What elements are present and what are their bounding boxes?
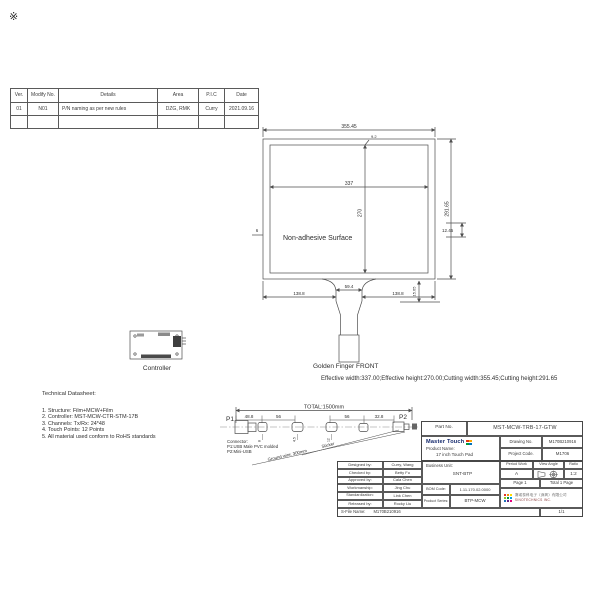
bom-code-label: BOM Code: [422, 484, 450, 495]
bead-dim: 4.5 [292, 437, 297, 442]
controller-component [158, 333, 170, 337]
golden-finger-label: Golden Finger FRONT [313, 363, 379, 370]
signature-value: Curry, Wang [383, 461, 422, 469]
bom-code-value: 1.11.170.02.0000 [450, 484, 500, 495]
sticker-label: Sticker [321, 440, 335, 449]
golden-finger-outline [339, 335, 359, 362]
cable-seg3: 56 [344, 414, 350, 419]
revision-header: Ver. [11, 89, 28, 103]
page-value: Page 1 [500, 479, 540, 488]
product-name-value: 17 inch Touch Pad [436, 451, 473, 457]
cable-seg1: 48.8 [244, 414, 254, 419]
project-code-label: Project Code. [500, 448, 542, 461]
sensor-drawing [252, 124, 558, 382]
period-work-label: Period Work [500, 461, 533, 469]
sfile-value: M170B210916 [373, 509, 401, 515]
part-no-label: Part No. [421, 421, 467, 436]
project-code-value: M1706 [542, 448, 583, 461]
dim-top-border: 9.2 [371, 134, 377, 139]
signature-value: Cala Chen [383, 477, 422, 485]
total-page-value: Total 1 Page [540, 479, 583, 488]
cable-seg4: 32.8 [374, 414, 384, 419]
signature-label: Released by: [337, 500, 383, 508]
signature-value: Betty Fu [383, 469, 422, 477]
connector-note-1: Connector: [227, 439, 249, 444]
company-name-en: SINOTECHNICS INC. [514, 497, 552, 502]
connector-note-2: P1:USB Male PVC molded [227, 444, 279, 449]
revision-cell: DZG, RMK [158, 103, 199, 116]
revision-header: Area [158, 89, 199, 103]
controller-label: Controller [142, 365, 172, 372]
tail-right [362, 279, 376, 301]
technical-datasheet [42, 391, 156, 440]
connector-note-3: P2:Mini-USB [227, 449, 252, 454]
bead-dim: 12 [326, 438, 331, 442]
revision-header: Modify No. [28, 89, 59, 103]
period-work-value: A [500, 469, 533, 479]
drawing-no-label: Drawing No. [500, 436, 542, 448]
company-logo-icon [504, 494, 512, 502]
product-series-value: BTP-MCW [450, 495, 500, 508]
revision-cell: 2021.09.16 [225, 103, 259, 116]
revision-header-row [11, 89, 259, 103]
signature-label: Designed by: [337, 461, 383, 469]
datasheet-item: 1. Structure: Film+MCW+Film [42, 408, 113, 414]
dim-right-border: 12.45 [442, 228, 454, 233]
svg-text:※: ※ [9, 11, 19, 23]
revision-header: P.I.C [199, 89, 225, 103]
sfile-row [337, 508, 540, 517]
revision-cell: Curry [199, 103, 225, 116]
dim-eff-width: 337 [344, 181, 354, 187]
revision-cell: 01 [11, 103, 28, 116]
cable-seg2: 56 [275, 414, 282, 419]
cutting-outline [263, 139, 435, 279]
business-unit-label: Business Unit: [426, 462, 453, 468]
product-name-label: Product Name: [426, 445, 455, 451]
dim-cut-width: 355.45 [341, 124, 357, 130]
signature-value: Jing Chu [383, 484, 422, 492]
revision-cell: N01 [28, 103, 59, 116]
controller-fpc-connector [141, 355, 171, 359]
dim-left-border: 6 [255, 228, 259, 233]
datasheet-item: 5. All material used conform to RoHS standards [42, 433, 156, 440]
dim-tail-width: 59.4 [344, 284, 354, 289]
master-touch-logo-text: Master Touch [426, 438, 465, 445]
dim-bottom-right: 138.8 [392, 291, 404, 296]
third-angle-projection-icon [537, 470, 561, 479]
revision-cell: P/N naming as per new rules [59, 103, 158, 116]
signature-value: Rocky Liu [383, 500, 422, 508]
revision-empty-row [11, 116, 259, 129]
cable-total-label: TOTAL:1500mm [303, 404, 345, 411]
view-angle-label: View Angle [533, 461, 564, 469]
controller-usb-port [173, 336, 181, 347]
revision-header: Details [59, 89, 158, 103]
signature-label: Standardization: [337, 492, 383, 500]
drawing-no-value: M170B210916 [542, 436, 583, 448]
signature-label: Approved by: [337, 477, 383, 485]
master-touch-logo-icon [466, 440, 472, 446]
ground-wire-label: Ground wire: 300mm [267, 448, 308, 462]
controller-drawing [130, 331, 186, 372]
signature-value: Link Chen [383, 492, 422, 500]
master-touch-logo [426, 440, 472, 446]
p1-label: P1 [226, 416, 234, 423]
view-angle-cell [533, 469, 564, 479]
sfile-label: S-File Name: [341, 509, 366, 515]
ratio-value: 1:2 [564, 469, 583, 479]
revision-header: Date [225, 89, 259, 103]
datasheet-item: 4. Touch Points: 12 Points [42, 427, 105, 434]
sheet-corner-mark-icon [9, 11, 18, 23]
spec-note: Effective width:337.00;Effective height:270.00;Cutting width:355.45;Cutting height:291.65 [321, 376, 558, 382]
datasheet-item: 3. Channels: Tx/Rx: 24*48 [42, 420, 105, 427]
signature-label: Checked by: [337, 469, 383, 477]
dim-bottom-left: 138.8 [293, 291, 305, 296]
ratio-label: Ratio [564, 461, 583, 469]
revision-table [10, 88, 259, 129]
business-unit-cell [422, 461, 500, 484]
dim-cut-height: 291.65 [444, 201, 451, 217]
revision-row [11, 103, 259, 116]
effective-outline [270, 145, 428, 273]
title-block [337, 421, 583, 517]
signature-label: Workmanship: [337, 484, 383, 492]
product-series-label: Product Series: [422, 495, 450, 508]
dim-eff-height: 270 [357, 208, 364, 218]
sheet-number: 1/1 [540, 508, 583, 517]
p2-label: P2 [399, 414, 407, 421]
company-product-cell [421, 436, 500, 461]
surface-label: Non-adhesive Surface [283, 235, 353, 242]
part-no-value: MST-MCW-TRB-17-GTW [467, 421, 583, 436]
company-cell [500, 488, 583, 508]
bead-dim: 8 [257, 440, 262, 442]
datasheet-title: Technical Datasheet: [42, 391, 96, 397]
dim-tail-height: 15.65 [411, 286, 417, 297]
datasheet-item: 2. Controller: MST-MCW-CTR-STM-17B [42, 414, 139, 421]
business-unit-value: SNT-BTP [452, 470, 473, 476]
company-name-cn: 赛诺泰科电子（深圳）有限公司 [514, 493, 567, 498]
tail-left [322, 279, 336, 301]
